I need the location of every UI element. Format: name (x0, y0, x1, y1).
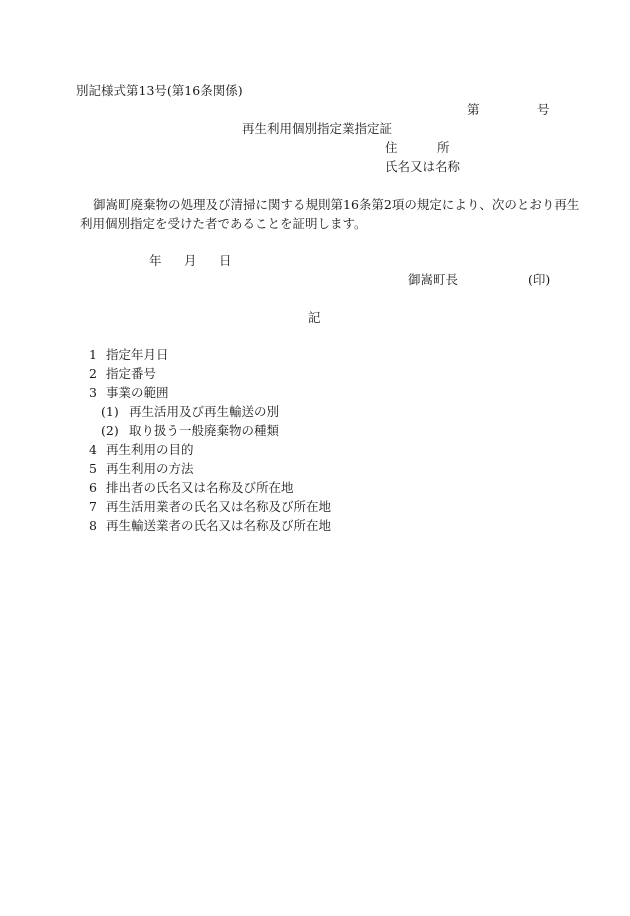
address-label-1: 住 (385, 140, 398, 155)
list-subitem-number: (2) (101, 423, 119, 438)
date-day: 日 (219, 253, 232, 268)
list-item-label: 排出者の氏名又は名称及び所在地 (106, 480, 294, 495)
list-item-label: 事業の範囲 (106, 385, 169, 400)
list-item-label: 再生活用業者の氏名又は名称及び所在地 (106, 499, 332, 514)
list-item-label: 指定番号 (106, 366, 157, 381)
list-item-label: 再生輸送業者の氏名又は名称及び所在地 (106, 518, 332, 533)
list-item-number: 2 (89, 366, 97, 381)
list-subitem-label: 取り扱う一般廃棄物の種類 (129, 423, 280, 438)
date-year: 年 (149, 253, 162, 268)
list-subitem-number: (1) (101, 404, 119, 419)
list-item-number: 1 (89, 347, 97, 362)
form-id: 別記様式第13号(第16条関係) (76, 83, 243, 98)
list-item-number: 7 (89, 499, 97, 514)
issuer-title: 御嵩町長 (408, 272, 459, 287)
date-month: 月 (184, 253, 197, 268)
certificate-title: 再生利用個別指定業指定証 (242, 121, 393, 136)
list-item-number: 5 (89, 461, 97, 476)
list-subitem-label: 再生活用及び再生輸送の別 (129, 404, 280, 419)
address-label-2: 所 (437, 140, 450, 155)
ki-heading: 記 (308, 310, 321, 325)
list-item-number: 8 (89, 518, 97, 533)
list-item-label: 再生利用の目的 (106, 442, 194, 457)
body-line-1: 御嵩町廃棄物の処理及び清掃に関する規則第16条第2項の規定により、次のとおり再生 (93, 197, 580, 212)
number-prefix: 第 (467, 102, 480, 117)
body-line-2: 利用個別指定を受けた者であることを証明します。 (80, 216, 367, 231)
list-item-number: 4 (89, 442, 97, 457)
number-suffix: 号 (537, 102, 550, 117)
list-item-number: 3 (89, 385, 97, 400)
list-item-label: 再生利用の方法 (106, 461, 194, 476)
list-item-label: 指定年月日 (106, 347, 169, 362)
list-item-number: 6 (89, 480, 97, 495)
issuer-seal: (印) (528, 272, 551, 287)
name-label: 氏名又は名称 (385, 159, 461, 174)
